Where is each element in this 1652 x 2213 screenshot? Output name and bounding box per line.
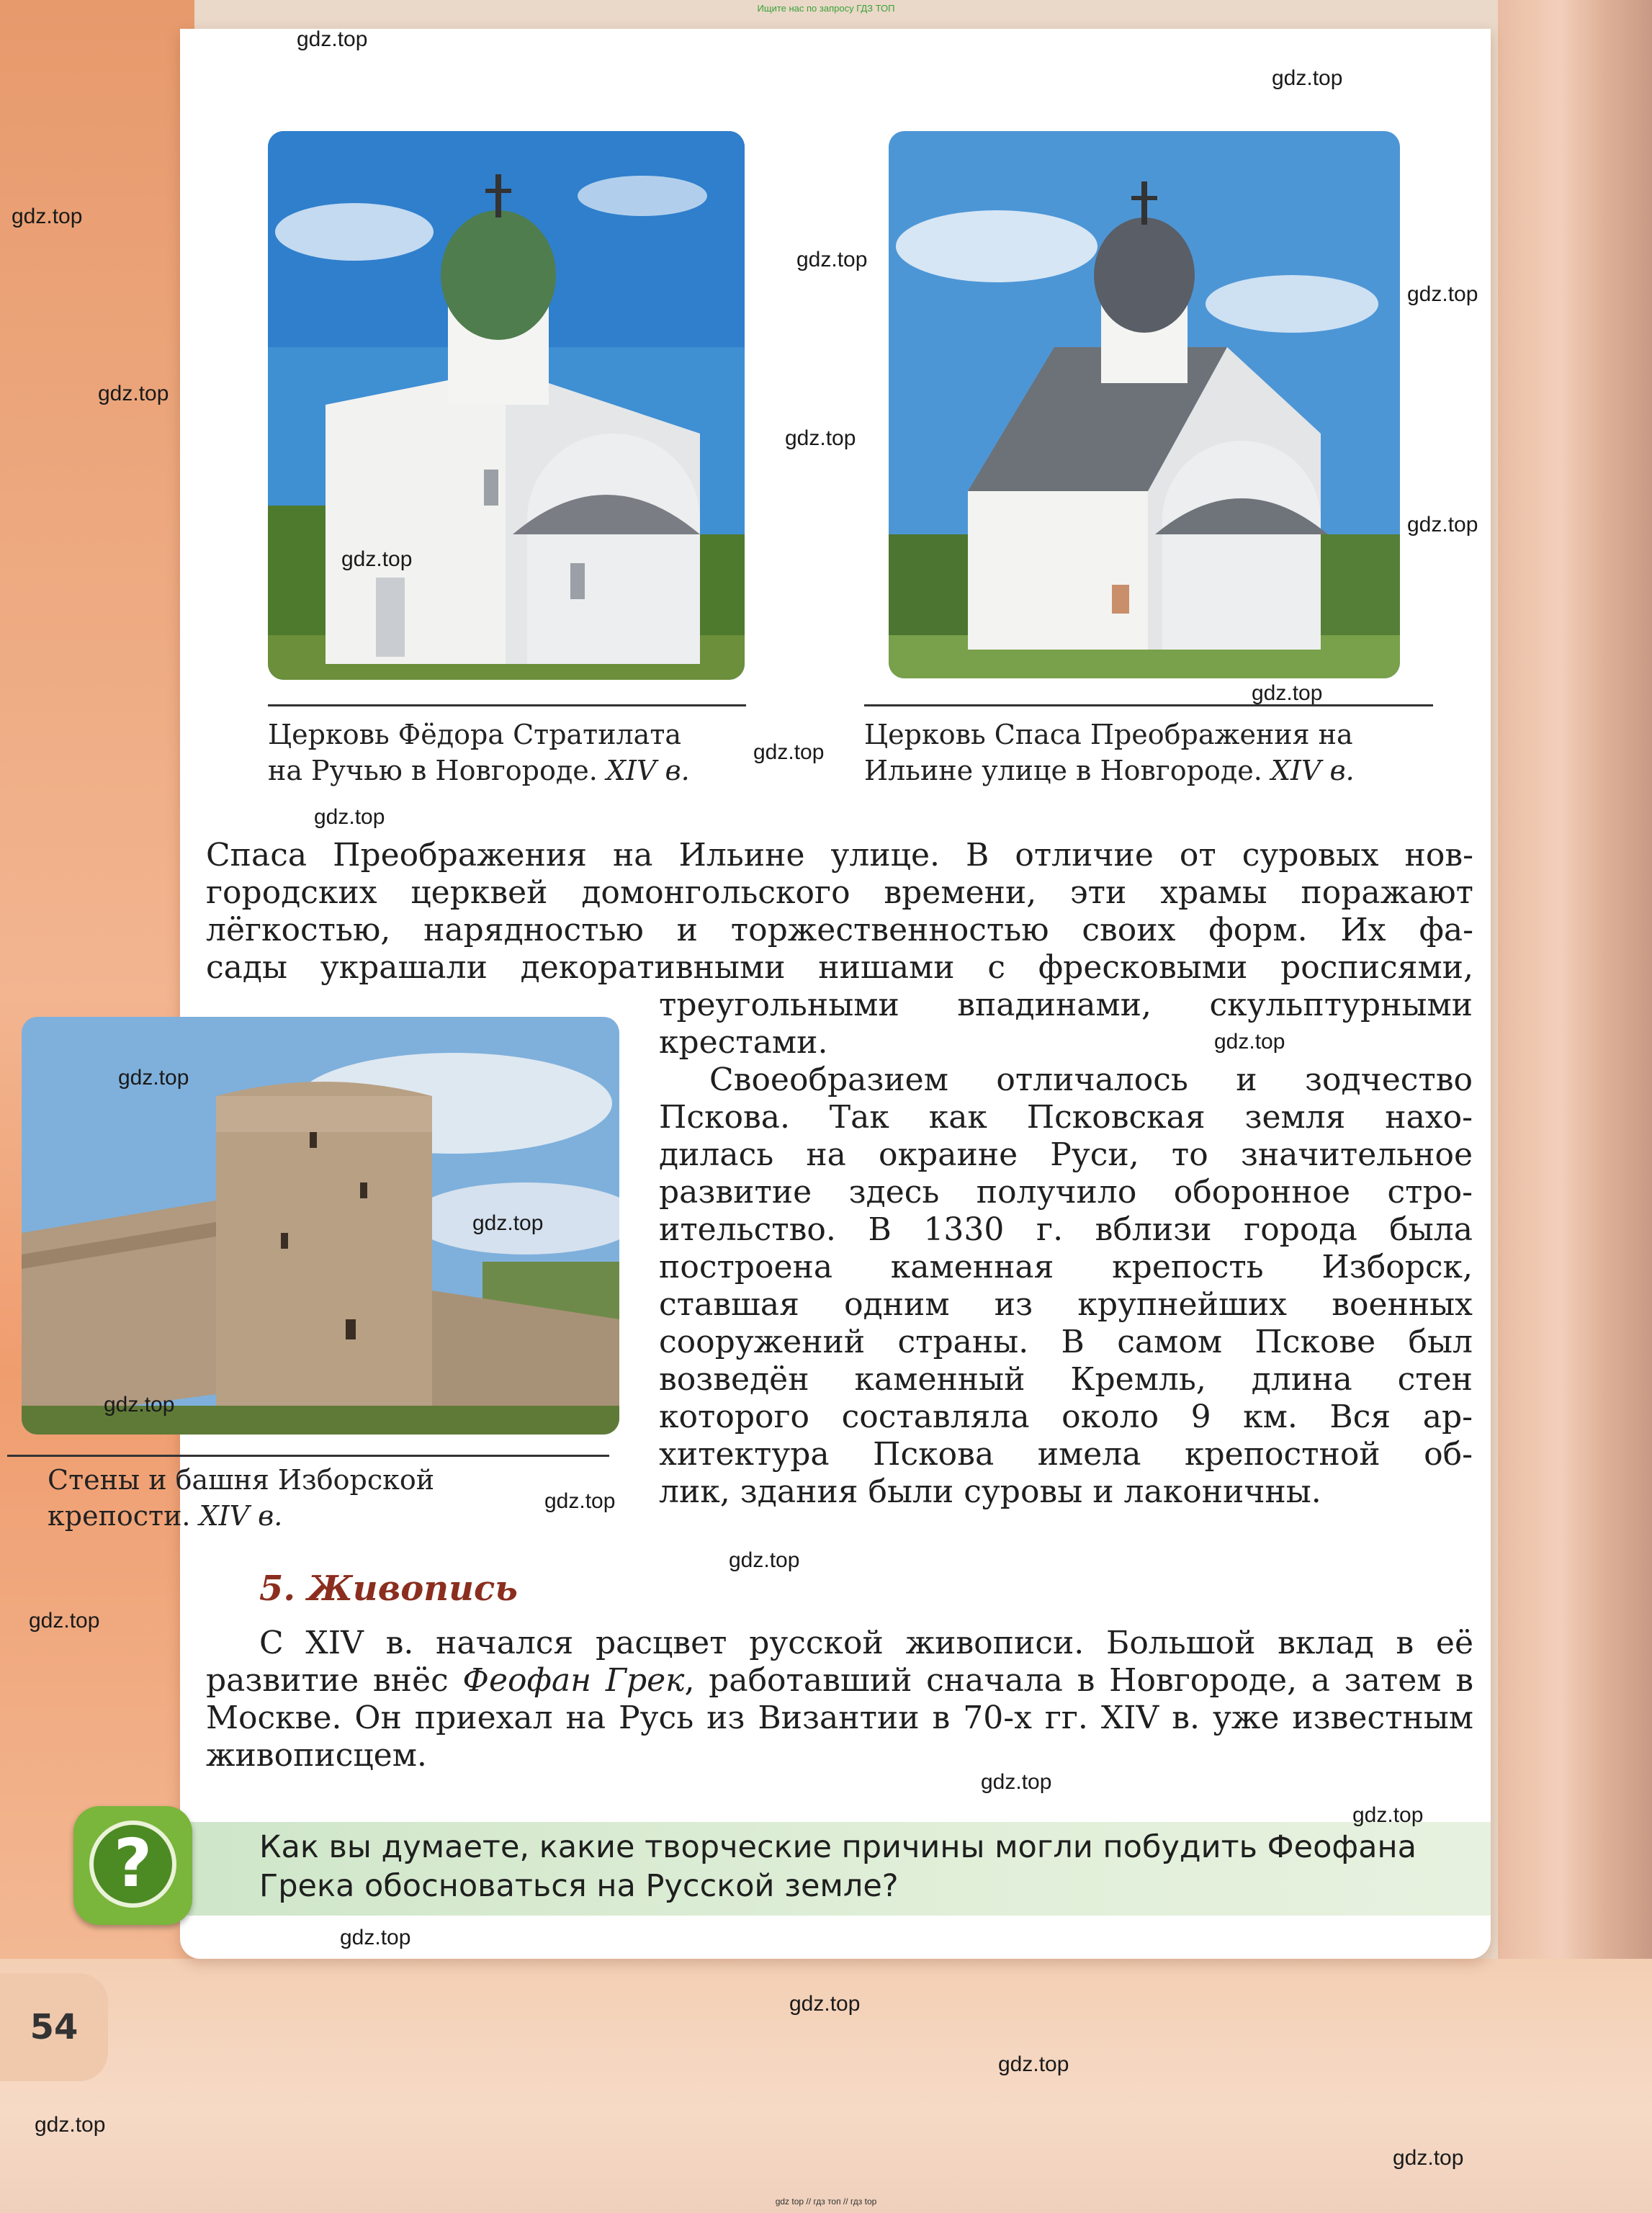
caption-text: Ильине улице в Новгороде. [864,755,1271,786]
text-line: треугольными впадинами, скульптурными крестами. [659,987,1473,1061]
text-line: лик, здания были суровы и лаконичны. [659,1473,1321,1510]
watermark: gdz.top [98,382,169,405]
watermark: gdz.top [29,1609,100,1633]
text-line: развитие здесь получило оборонное стро- [659,1174,1473,1211]
top-note[interactable]: Ищите нас по запросу ГДЗ ТОП [757,3,895,14]
text-line: Спаса Преображения на Ильине улице. В отличие от суровых нов- [206,837,1473,874]
caption-line: Церковь Фёдора Стратилата [268,719,682,750]
caption-rule-left [268,704,746,706]
caption-line: Стены и башня Изборской [48,1464,435,1496]
painting-text-end: , работавший сначала в Новгороде, а затем в Москве. Он приехал на Русь из Византии в 70-х гг. XIV в. уже известным живописцем. [206,1662,1474,1774]
caption-rule-right [864,704,1433,706]
text-line: ительство. В 1330 г. вблизи города была [659,1211,1473,1248]
photo-spas-preobrazheniya-church [889,131,1400,678]
caption-fedor-stratilat [268,717,765,789]
text-line: хитектура Пскова имела крепостной об- [659,1436,1473,1473]
caption-rule-izborsk [7,1455,609,1457]
watermark: gdz.top [981,1770,1052,1794]
watermark: gdz.top [1272,66,1343,90]
watermark: gdz.top [544,1489,616,1513]
watermark: gdz.top [118,1066,189,1090]
caption-century: XIV в. [199,1500,283,1532]
question-text: Как вы думаете, какие творческие причины могли побудить Феофана Грека обосноваться на Русской земле? [259,1829,1417,1904]
painting-paragraph-text [206,1625,1473,1774]
watermark: gdz.top [341,547,413,571]
caption-text: крепости. [48,1500,199,1532]
watermark: gdz.top [998,2052,1069,2076]
painting-text-start: С XIV в. начался расцвет русской живописи. Большой вклад в её развитие внёс [206,1625,1473,1699]
text-line: возведён каменный Кремль, длина стен [659,1361,1473,1398]
watermark: gdz.top [796,248,868,271]
text-line: Своеобразием отличалось и зодчество [709,1061,1473,1098]
paragraph-painting [206,1625,1473,1774]
page-number: 54 [0,1973,108,2081]
caption-century: XIV в. [1270,755,1355,786]
paragraph-novgorod-churches [206,837,1473,987]
watermark: gdz.top [35,2113,106,2137]
watermark: gdz.top [789,1992,861,2016]
caption-line [268,753,765,789]
text-line: построена каменная крепость Изборск, [659,1249,1473,1285]
watermark: gdz.top [314,805,385,829]
caption-line: Церковь Спаса Преображения на [864,719,1353,750]
paragraph-pskov-architecture [659,987,1473,1511]
watermark: gdz.top [340,1926,411,1949]
watermark: gdz.top [297,27,368,51]
caption-spas-preobrazheniya [864,717,1455,789]
photo-fedor-stratilat-church [268,131,745,680]
text-line: лёгкостью, нарядностью и торжественностью своих форм. Их фа- [206,912,1473,948]
section-heading-painting: 5. Живопись [259,1568,518,1609]
feofan-grek-name: Феофан Грек [462,1662,685,1699]
caption-line [864,753,1455,789]
watermark: gdz.top [1214,1030,1285,1054]
watermark: gdz.top [785,426,856,450]
caption-century: XIV в. [606,755,690,786]
caption-text: на Ручью в Новгороде. [268,755,606,786]
watermark: gdz.top [753,740,825,764]
text-line: сооружений страны. В самом Пскове был [659,1324,1473,1360]
watermark: gdz.top [1393,2146,1464,2170]
caption-line [48,1498,566,1534]
question-mark-icon [73,1806,192,1925]
watermark: gdz.top [1407,282,1478,306]
bottom-note[interactable]: gdz top // гдз топ // гдз top [775,2196,877,2207]
text-line: которого составляла около 9 км. Вся ар- [659,1399,1473,1435]
text-line: дилась на окраине Руси, то значительное [659,1136,1473,1173]
watermark: gdz.top [729,1548,800,1572]
watermark: gdz.top [1352,1803,1424,1827]
watermark: gdz.top [12,205,83,228]
question-symbol: ? [89,1821,176,1908]
text-line: городских церквей домонгольского времени, эти храмы поражают [206,874,1473,911]
watermark: gdz.top [472,1211,544,1235]
watermark: gdz.top [1252,681,1323,705]
right-page-edge [1498,0,1652,2213]
caption-izborsk [48,1462,566,1534]
watermark: gdz.top [104,1393,175,1417]
text-line: сады украшали декоративными нишами с фресковыми росписями, [206,949,1473,986]
text-line: Пскова. Так как Псковская земля нахо- [659,1099,1473,1136]
text-line: ставшая одним из крупнейших военных [659,1286,1473,1323]
watermark: gdz.top [1407,513,1478,537]
